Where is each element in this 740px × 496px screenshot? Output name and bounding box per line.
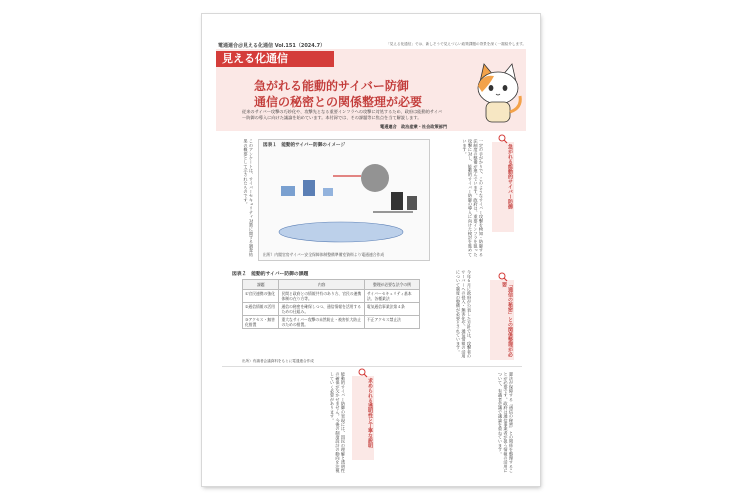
left-body-column: このアンケートは、サイバーセキュリティ対策に関する調査結果の概要として示されたものです。 bbox=[243, 139, 254, 257]
table-header: 内容 bbox=[279, 280, 364, 290]
masthead-tab: 見える化通信 bbox=[216, 51, 334, 67]
figure-2-caption: 出所）有識者会議資料をもとに電通連合作成 bbox=[242, 359, 314, 363]
figure-1-caption: 出所）内閣官房サイバー安全保障体制整備準備室資料より電通連合作成 bbox=[263, 252, 385, 257]
figure-1 bbox=[258, 139, 430, 261]
sidebar-heading-1: 急がれる能動的サイバー防御 bbox=[492, 142, 514, 232]
table-cell: 通信の秘密を確保しつつ、通信情報を活用するための仕組み。 bbox=[279, 303, 364, 316]
newsletter-header bbox=[218, 42, 325, 49]
challenges-table bbox=[242, 279, 420, 329]
cat-mascot-illustration bbox=[468, 56, 528, 126]
magnifier-icon bbox=[498, 134, 508, 144]
headline-line-1: 急がれる能動的サイバー防御 bbox=[254, 79, 409, 93]
table-cell: ①官民連携の強化 bbox=[243, 290, 279, 303]
right-body-column: 一定の手がかりで、このようなサイバー攻撃を検知・防御する法制度の整備が進んでいます。政府は、重要インフラを狙った攻撃に対し、能動的サイバー防御の導入に向けた検討を進めています。 bbox=[462, 139, 484, 257]
lead-paragraph: 従来のサイバー攻撃の巧妙化や、攻撃先となる重要インフラへの攻撃に対処するため、政府は能動的サイバー防御の導入に向けた議論を始めています。本付録では、その課題等に焦点を当て解説します。 bbox=[242, 109, 442, 120]
issue-number: Vol.151（2024.7） bbox=[274, 43, 326, 49]
series-name: 電通連合＠見える化通信 bbox=[218, 43, 274, 49]
bottom-body-column-a: 憲法が保障する「通信の秘密」との関係を整理することが必要です。政府は通信事業者が扱う情報の活用について、有識者会議で議論を重ねています。 bbox=[498, 372, 514, 473]
table-cell: 電気通信事業法第４条 bbox=[364, 303, 419, 316]
table-cell: 不正アクセス禁止法 bbox=[364, 316, 419, 329]
headline-line-2: 通信の秘密との関係整理が必要 bbox=[254, 95, 423, 109]
table-cell: ③アクセス・無害化措置 bbox=[243, 316, 279, 329]
figure-2-title: 図表２ 能動的サイバー防御の課題 bbox=[232, 272, 309, 277]
middle-body-column: 今年６月に政府が公表した方針では、攻撃者のサーバーへの侵入・無害化や、通信情報の活用について制度の整備が必要とされています。 bbox=[456, 270, 472, 358]
table-row bbox=[243, 316, 420, 329]
table-row bbox=[243, 290, 420, 303]
cyber-defense-diagram bbox=[263, 152, 425, 248]
table-cell: ②通信情報の活用 bbox=[243, 303, 279, 316]
table-cell: 重大なサイバー攻撃の未然防止・被害拡大防止のための措置。 bbox=[279, 316, 364, 329]
table-header: 課題 bbox=[243, 280, 279, 290]
table-cell: サイバーセキュリティ基本法、各種業法 bbox=[364, 290, 419, 303]
bottom-body-column-b: 能動的サイバー防御の実現には、国民の理解と透明性の確保が欠かせません。今後の制度設計の動向を注視していく必要があります。 bbox=[330, 372, 346, 473]
magnifier-icon bbox=[358, 368, 368, 378]
header-note: 「見える化通信」では、新しそうで見えづらい政策課題の背景を深く一端紹介します。 bbox=[386, 42, 526, 46]
magnifier-icon bbox=[498, 272, 508, 282]
sidebar-heading-3: 求められる透明性と丁寧な説明 bbox=[352, 376, 374, 460]
table-header: 整理が必要な法令の例 bbox=[364, 280, 419, 290]
newsletter-page bbox=[202, 14, 540, 486]
sidebar-heading-2: 「通信の秘密」との関係整理が必要 bbox=[490, 280, 514, 360]
table-cell: 民間と政府との情報共有のあり方、官民の連携体制の在り方等。 bbox=[279, 290, 364, 303]
author-line: 電通連合 政治産業・社会政策部門 bbox=[380, 124, 448, 129]
figure-1-title: 図表１ 能動的サイバー防御のイメージ bbox=[263, 143, 346, 148]
section-divider bbox=[222, 366, 522, 367]
table-row bbox=[243, 303, 420, 316]
